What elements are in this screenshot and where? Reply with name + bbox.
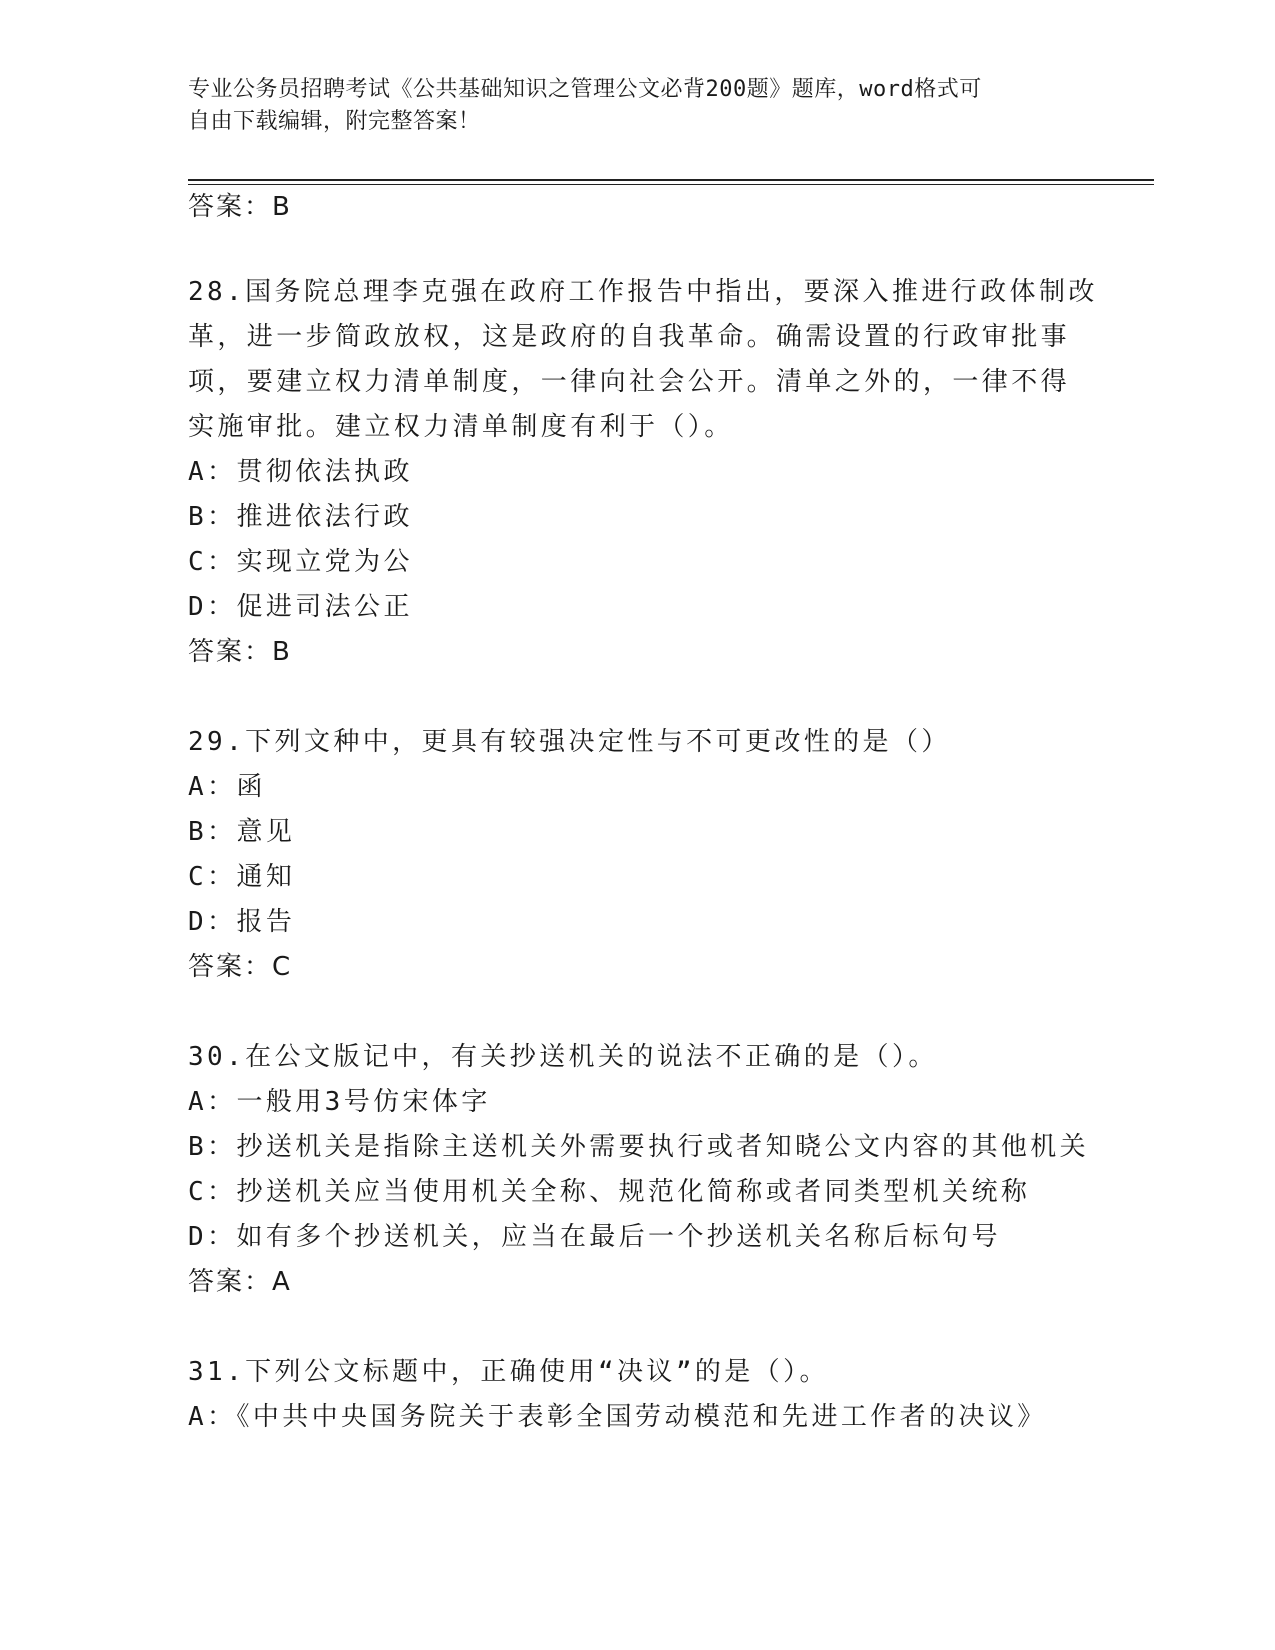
question-28-stem-line-3: 项，要建立权力清单制度，一律向社会公开。清单之外的，一律不得: [188, 367, 1071, 397]
question-30-option-b: B：抄送机关是指除主送机关外需要执行或者知晓公文内容的其他机关: [188, 1132, 1090, 1162]
question-28-option-b: B：推进依法行政: [188, 502, 413, 532]
question-29-answer: 答案：C: [188, 952, 293, 982]
question-31-option-a: A：《中共中央国务院关于表彰全国劳动模范和先进工作者的决议》: [188, 1402, 1047, 1432]
question-28-option-c: C：实现立党为公: [188, 547, 413, 577]
question-28-option-d: D：促进司法公正: [188, 592, 413, 622]
header-rule-thin: [188, 184, 1154, 185]
question-29-option-b: B：意见: [188, 817, 296, 847]
question-30-option-c: C：抄送机关应当使用机关全称、规范化简称或者同类型机关统称: [188, 1177, 1031, 1207]
header-rule-thick: [188, 179, 1154, 181]
question-28-stem-line-4: 实施审批。建立权力清单制度有利于（）。: [188, 412, 734, 442]
question-29-option-c: C：通知: [188, 862, 296, 892]
question-28-stem-line-2: 革，进一步简政放权，这是政府的自我革命。确需设置的行政审批事: [188, 322, 1071, 352]
question-29-option-d: D：报告: [188, 907, 296, 937]
question-29-stem-line-1: 29.下列文种中，更具有较强决定性与不可更改性的是（）: [188, 727, 951, 757]
question-28-answer: 答案：B: [188, 637, 292, 667]
question-29-option-a: A：函: [188, 772, 266, 802]
question-30-option-d: D：如有多个抄送机关，应当在最后一个抄送机关名称后标句号: [188, 1222, 1001, 1252]
document-header: [188, 74, 1088, 138]
question-28-stem-line-1: 28.国务院总理李克强在政府工作报告中指出，要深入推进行政体制改: [188, 277, 1098, 307]
question-30-option-a: A：一般用3号仿宋体字: [188, 1087, 491, 1117]
question-30-answer: 答案：A: [188, 1267, 292, 1297]
header-line-1: 专业公务员招聘考试《公共基础知识之管理公文必背200题》题库，word格式可: [188, 77, 982, 102]
header-line-2: 自由下载编辑，附完整答案！: [188, 109, 481, 134]
question-30-stem-line-1: 30.在公文版记中，有关抄送机关的说法不正确的是（）。: [188, 1042, 938, 1072]
question-31-stem-line-1: 31.下列公文标题中，正确使用“决议”的是（）。: [188, 1357, 829, 1387]
question-28-option-a: A：贯彻依法执政: [188, 457, 413, 487]
answer-previous: 答案：B: [188, 192, 292, 222]
